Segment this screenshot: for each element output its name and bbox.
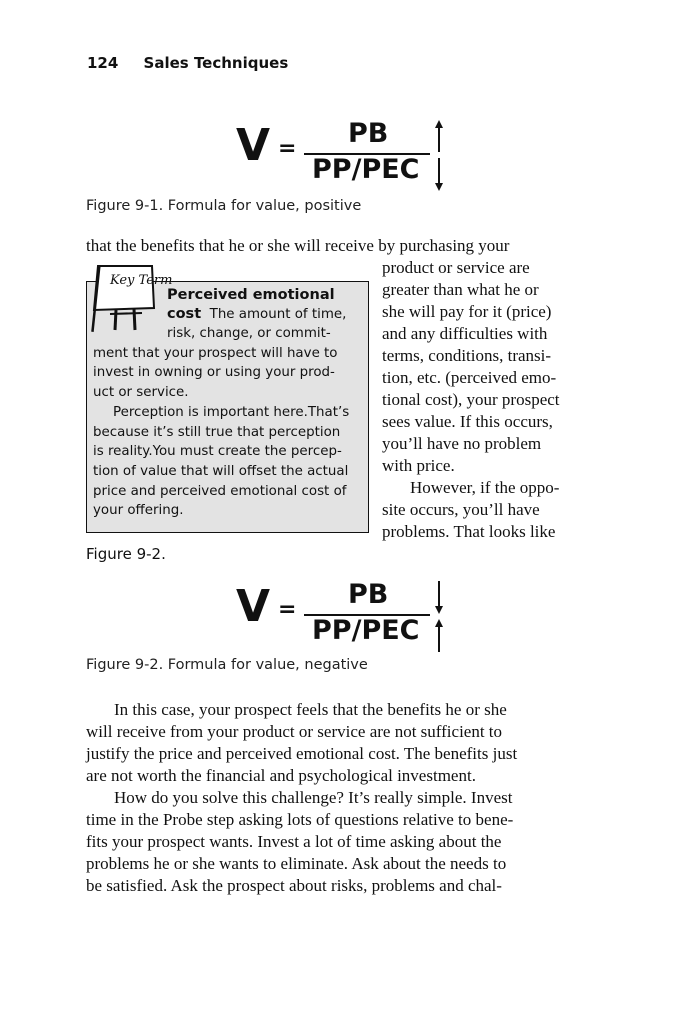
running-header [87,54,288,72]
key-term-line: ment that your prospect will have to [93,346,338,361]
text-line: time in the Probe step asking lots of questions relative to bene- [86,810,514,829]
text-line: In this case, your prospect feels that the benefits he or she [114,700,507,719]
key-term-line: Perception is important here.That’s [113,405,350,420]
text-line: are not worth the financial and psychological investment. [86,766,476,785]
key-term-line: your offering. [93,503,184,518]
formula-v: V [236,120,271,171]
text-line: fits your prospect wants. Invest a lot of time asking about the [86,832,502,851]
formula-negative [236,581,456,647]
text-line: and any difficulties with [382,324,548,343]
text-line: How do you solve this challenge? It’s really simple. Invest [114,788,513,807]
text-line: However, if the oppo- [410,478,560,497]
key-term-line: invest in owning or using your prod- [93,365,335,380]
paragraph-line: that the benefits that he or she will receive by purchasing your [86,236,510,255]
text-line: problems he or she wants to eliminate. Ask about the needs to [86,854,507,873]
text-line: with price. [382,456,455,475]
figure-caption-1: Figure 9-1. Formula for value, positive [86,198,362,214]
key-term-line: risk, change, or commit- [167,326,331,341]
formula-equals: = [278,597,297,622]
text-line: sees value. If this occurs, [382,412,553,431]
text-line: tional cost), your prospect [382,390,560,409]
formula-numerator: PB [348,579,389,610]
formula-positive [236,120,456,186]
text-line: site occurs, you’ll have [382,500,540,519]
text-line: be satisfied. Ask the prospect about risks, problems and chal- [86,876,502,895]
key-term-line: tion of value that will offset the actual [93,464,349,479]
down-up-arrows-icon [432,581,446,653]
key-term-heading: Perceived emotional [167,287,335,303]
key-term-easel-icon [88,262,173,334]
formula-denominator: PP/PEC [312,615,420,646]
up-down-arrows-icon [432,120,446,192]
key-term-line: uct or service. [93,385,189,400]
text-line: tion, etc. (perceived emo- [382,368,557,387]
text-line: terms, conditions, transi- [382,346,552,365]
formula-numerator: PB [348,118,389,149]
body-paragraphs [86,699,517,897]
figure-caption-2: Figure 9-2. Formula for value, negative [86,657,368,673]
key-term-line: because it’s still true that perception [93,425,341,440]
text-line: you’ll have no problem [382,434,542,453]
formula-denominator: PP/PEC [312,154,420,185]
page-number: 124 [87,54,119,72]
key-term-line: cost The amount of time, [167,306,347,322]
key-term-line: is reality.You must create the percep- [93,444,342,459]
formula-v: V [236,581,271,632]
right-column-text [382,257,560,543]
key-term-line: price and perceived emotional cost of [93,484,347,499]
svg-text:Key Term: Key Term [110,273,173,288]
text-line: greater than what he or [382,280,539,299]
text-line: product or service are [382,258,530,277]
text-line: problems. That looks like [382,522,556,541]
formula-equals: = [278,136,297,161]
text-line: justify the price and perceived emotional cost. The benefits just [86,744,518,763]
text-line: will receive from your product or service are not sufficient to [86,722,503,741]
chapter-title: Sales Techniques [143,54,289,72]
figure-label: Figure 9-2. [86,545,166,563]
text-line: she will pay for it (price) [382,302,552,321]
